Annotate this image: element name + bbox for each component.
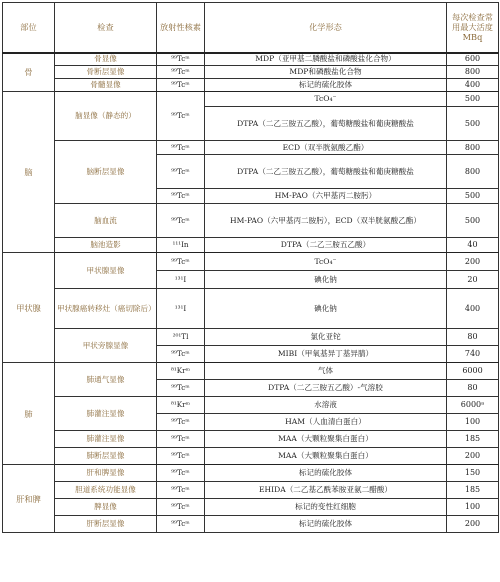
header-nuclide: 放射性核素 [157,3,205,53]
exam-cell: 肺灌注显像 [55,397,157,431]
chemical-cell: 氯化亚铊 [205,329,447,346]
activity-cell: 80 [447,380,499,397]
activity-cell: 800 [447,155,499,189]
activity-cell: 200 [447,253,499,271]
table-row [3,66,499,79]
table-row [3,465,499,482]
table-row [3,329,499,346]
nuclide-cell: ⁸¹Krᵐ [157,397,205,414]
chemical-cell: 标记的硫化胶体 [205,79,447,92]
activity-table [2,2,499,533]
header-activity: 每次检查常用最大活度MBq [447,3,499,53]
chemical-cell: MDP（亚甲基二膦酸盐和磷酸盐化合物） [205,53,447,66]
table-row [3,238,499,253]
chemical-cell: DTPA（二乙三胺五乙酸），葡萄糖酸盐和葡庚糖酸盐 [205,155,447,189]
chemical-cell: 标记的变性红细胞 [205,499,447,516]
chemical-cell: 碘化钠 [205,289,447,329]
chemical-cell: HM-PAO（六甲基丙二胺肟），ECD（双半胱氨酸乙酯） [205,204,447,238]
table-row [3,92,499,107]
chemical-cell: 碘化钠 [205,271,447,289]
activity-cell: 500 [447,204,499,238]
chemical-cell: 气体 [205,363,447,380]
exam-cell: 肝断层显像 [55,516,157,533]
nuclide-cell: ²⁰¹Tl [157,329,205,346]
exam-cell: 肺通气显像 [55,363,157,397]
organ-cell: 甲状腺 [3,253,55,363]
activity-cell: 500 [447,92,499,107]
activity-cell: 600 [447,53,499,66]
table-row [3,253,499,271]
activity-cell: 150 [447,465,499,482]
chemical-cell: 水溶液 [205,397,447,414]
nuclide-cell: ⁹⁹Tcᵐ [157,431,205,448]
chemical-cell: HAM（人血清白蛋白） [205,414,447,431]
chemical-cell: DTPA（二乙三胺五乙酸） [205,238,447,253]
organ-cell: 肝和脾 [3,465,55,533]
activity-cell: 500 [447,107,499,141]
chemical-cell: DTPA（二乙三胺五乙酸），葡萄糖酸盐和葡庚糖酸盐 [205,107,447,141]
chemical-cell: HM-PAO（六甲基丙二胺肟） [205,189,447,204]
table-row [3,482,499,499]
exam-cell: 脑血流 [55,204,157,238]
exam-cell: 脑显像（静态的） [55,92,157,141]
nuclide-cell: ¹¹¹In [157,238,205,253]
activity-cell: 100 [447,414,499,431]
header-organ: 部位 [3,3,55,53]
chemical-cell: MDP和磷酸盐化合物 [205,66,447,79]
nuclide-cell: ¹³¹I [157,271,205,289]
nuclide-cell: ⁹⁹Tcᵐ [157,253,205,271]
activity-cell: 500 [447,189,499,204]
chemical-cell: ECD（双半胱氨酸乙酯） [205,141,447,155]
nuclide-cell: ⁹⁹Tcᵐ [157,516,205,533]
nuclide-cell: ⁹⁹Tcᵐ [157,346,205,363]
exam-cell: 胆道系统功能显像 [55,482,157,499]
nuclear-medicine-activity-table-page [2,2,498,580]
activity-cell: 200 [447,448,499,465]
activity-cell: 400 [447,289,499,329]
activity-cell: 800 [447,141,499,155]
nuclide-cell: ⁸¹Krᵐ [157,363,205,380]
nuclide-cell: ⁹⁹Tcᵐ [157,53,205,66]
activity-cell: 800 [447,66,499,79]
table-row [3,204,499,238]
chemical-cell: TcO₄⁻ [205,92,447,107]
nuclide-cell: ¹³¹I [157,289,205,329]
chemical-cell: EHIDA（二乙基乙酰苯胺亚氨二醋酸） [205,482,447,499]
nuclide-cell: ⁹⁹Tcᵐ [157,380,205,397]
organ-cell: 肺 [3,363,55,465]
header-exam: 检查 [55,3,157,53]
exam-cell: 甲状腺癌转移灶（癌切除后） [55,289,157,329]
nuclide-cell: ⁹⁹Tcᵐ [157,482,205,499]
activity-cell: 6000ᵃ [447,397,499,414]
chemical-cell: MAA（大颗粒聚集白蛋白） [205,431,447,448]
chemical-cell: MIBI（甲氧基异丁基异腈） [205,346,447,363]
exam-cell: 脑断层显像 [55,141,157,204]
table-row [3,431,499,448]
chemical-cell: DTPA（二乙三胺五乙酸）-气溶胶 [205,380,447,397]
nuclide-cell: ⁹⁹Tcᵐ [157,189,205,204]
header-row [3,3,499,53]
nuclide-cell: ⁹⁹Tcᵐ [157,204,205,238]
chemical-cell: 标记的硫化胶体 [205,516,447,533]
table-row [3,141,499,155]
table-row [3,516,499,533]
table-row [3,53,499,66]
exam-cell: 骨髓显像 [55,79,157,92]
activity-cell: 400 [447,79,499,92]
chemical-cell: TcO₄⁻ [205,253,447,271]
chemical-cell: MAA（大颗粒聚集白蛋白） [205,448,447,465]
organ-cell: 骨 [3,53,55,92]
activity-cell: 6000 [447,363,499,380]
header-chemical: 化学形态 [205,3,447,53]
exam-cell: 骨显像 [55,53,157,66]
chemical-cell: 标记的硫化胶体 [205,465,447,482]
nuclide-cell: ⁹⁹Tcᵐ [157,414,205,431]
nuclide-cell: ⁹⁹Tcᵐ [157,448,205,465]
activity-cell: 185 [447,431,499,448]
activity-cell: 200 [447,516,499,533]
activity-cell: 20 [447,271,499,289]
exam-cell: 脑池造影 [55,238,157,253]
table-row [3,397,499,414]
nuclide-cell: ⁹⁹Tcᵐ [157,79,205,92]
activity-cell: 80 [447,329,499,346]
exam-cell: 脾显像 [55,499,157,516]
nuclide-cell: ⁹⁹Tcᵐ [157,141,205,155]
nuclide-cell: ⁹⁹Tcᵐ [157,92,205,141]
nuclide-cell: ⁹⁹Tcᵐ [157,465,205,482]
exam-cell: 肺断层显像 [55,448,157,465]
table-row [3,499,499,516]
exam-cell: 肺灌注显像 [55,431,157,448]
exam-cell: 骨断层显像 [55,66,157,79]
activity-cell: 100 [447,499,499,516]
nuclide-cell: ⁹⁹Tcᵐ [157,66,205,79]
exam-cell: 肝和脾显像 [55,465,157,482]
nuclide-cell: ⁹⁹Tcᵐ [157,155,205,189]
table-row [3,79,499,92]
exam-cell: 甲状腺显像 [55,253,157,289]
organ-cell: 脑 [3,92,55,253]
activity-cell: 740 [447,346,499,363]
table-row [3,448,499,465]
activity-cell: 40 [447,238,499,253]
table-row [3,363,499,380]
nuclide-cell: ⁹⁹Tcᵐ [157,499,205,516]
exam-cell: 甲状旁腺显像 [55,329,157,363]
activity-cell: 185 [447,482,499,499]
table-row [3,289,499,329]
